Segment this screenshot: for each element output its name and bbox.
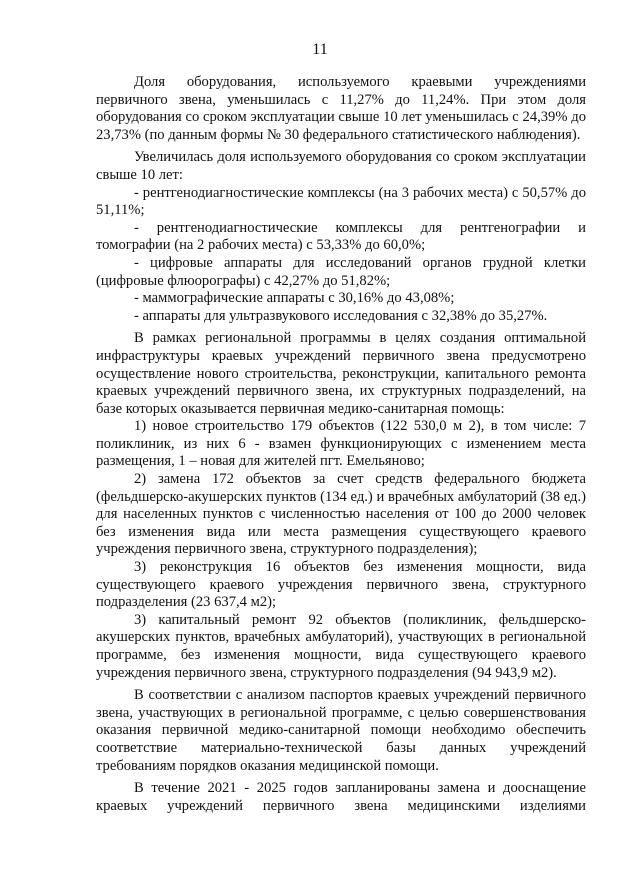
- list-item-xray-complexes-2: - рентгенодиагностические комплексы для рентгенографии и томографии (на 2 рабочих места) с 53,33% до 60,0%;: [96, 219, 586, 254]
- list-item-reconstruction: 3) реконструкция 16 объектов без изменения мощности, вида существующего краевого учреждения первичного звена, структурного подразделения (23 637,4 м2);: [96, 559, 586, 611]
- paragraph-2021-2025-plan: В течение 2021 - 2025 годов запланированы замена и дооснащение краевых учреждений первичного звена медицинскими изделиями: [96, 780, 586, 814]
- page-number: 11: [312, 41, 328, 58]
- list-item-ultrasound: - аппараты для ультразвукового исследования с 32,38% до 35,27%.: [134, 307, 548, 324]
- list-item-mammography: - маммографические аппараты с 30,16% до 43,08%;: [134, 290, 455, 307]
- list-item-capital-repair: 3) капитальный ремонт 92 объектов (поликлиник, фельдшерско-акушерских пунктов, врачебных амбулаторий), участвующих в региональной программе, без изменения мощности, вида существующего краевого учреждения первичного звена, структурного подразделения (94 943,9 м2).: [96, 611, 586, 681]
- paragraph-equipment-share: Доля оборудования, используемого краевыми учреждениями первичного звена, уменьшилась с 11,27% до 11,24%. При этом доля оборудования со сроком эксплуатации свыше 10 лет уменьшилась с 24,39% до 23,73% (по данным формы № 30 федерального статистического наблюдения).: [96, 74, 586, 143]
- list-item-new-construction: 1) новое строительство 179 объектов (122 530,0 м 2), в том числе: 7 поликлиник, из них 6 - взамен функционирующих с изменением места размещения, 1 – новая для жителей пгт. Емельяново;: [96, 418, 586, 470]
- list-item-digital-fluorographs: - цифровые аппараты для исследований органов грудной клетки (цифровые флюорографы) с 42,27% до 51,82%;: [96, 254, 586, 289]
- paragraph-passport-analysis: В соответствии с анализом паспортов краевых учреждений первичного звена, участвующих в региональной программе, с целью совершенствования оказания первичной медико-санитарной помощи необходимо обеспечить соответствие материально-технической базы данных учреждений требованиям порядков оказания медицинской помощи.: [96, 687, 586, 774]
- list-item-xray-complexes-3: - рентгенодиагностические комплексы (на 3 рабочих места) с 50,57% до 51,11%;: [96, 184, 586, 219]
- document-body: [96, 74, 586, 815]
- list-item-replacement: 2) замена 172 объектов за счет средств федерального бюджета (фельдшерско-акушерских пунктов (134 ед.) и врачебных амбулаторий (38 ед.) для населенных пунктов с численностью населения от 100 до 2000 человек без изменения вида или места размещения существующего краевого учреждения первичного звена, структурного подразделения);: [96, 471, 586, 558]
- paragraph-regional-program: В рамках региональной программы в целях создания оптимальной инфраструктуры краевых учреждений первичного звена предусмотрено осуществление нового строительства, реконструкции, капитального ремонта краевых учреждений первичного звена, их структурных подразделений, на базе которых оказывается первичная медико-санитарная помощь:: [96, 330, 586, 417]
- paragraph-increase-intro: Увеличилась доля используемого оборудования со сроком эксплуатации свыше 10 лет:: [96, 149, 586, 183]
